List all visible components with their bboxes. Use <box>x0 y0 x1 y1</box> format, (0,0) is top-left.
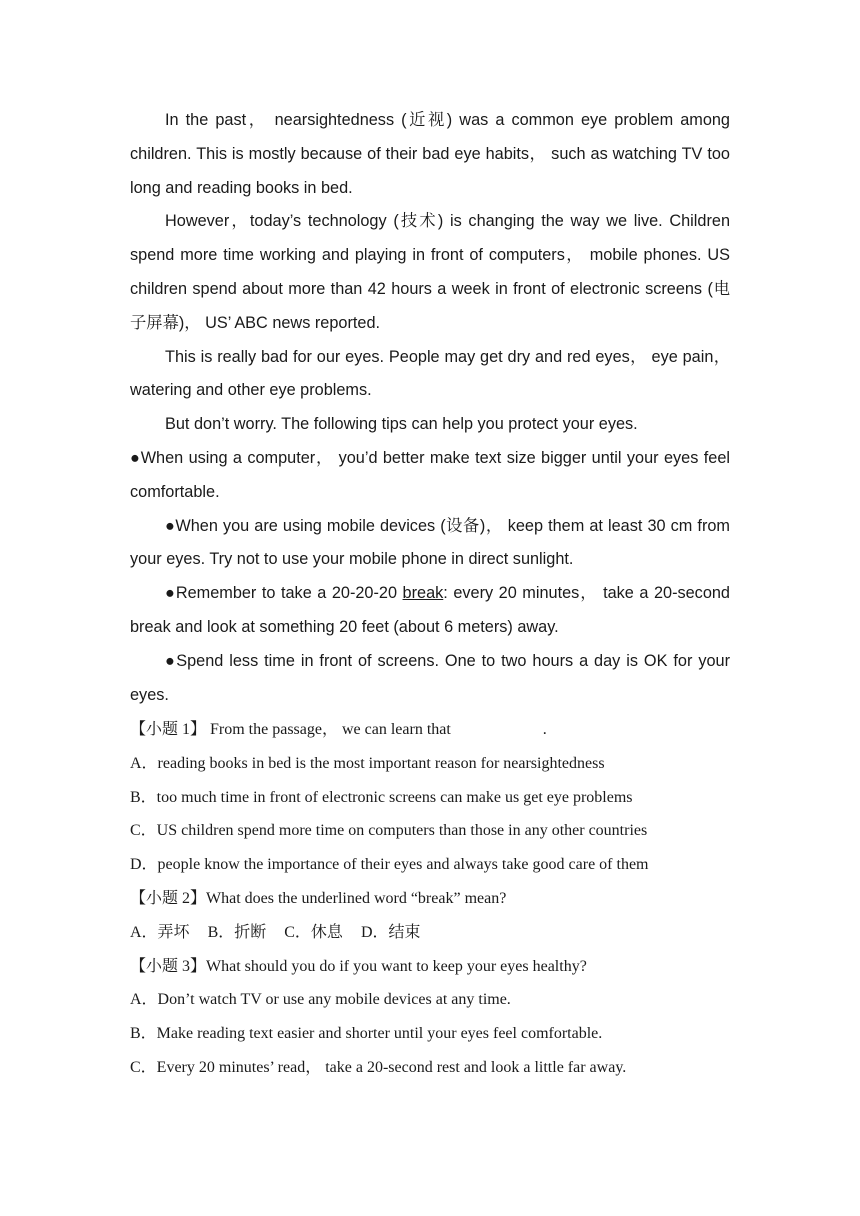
question-1-option-b: B．too much time in front of electronic screens can make us get eye problems <box>130 788 633 806</box>
question-1-stem: 【小题 1】 From the passage， we can learn that . <box>130 721 547 738</box>
questions-section <box>130 713 730 1085</box>
paragraph-3: This is really bad for our eyes. People may get dry and red eyes， eye pain， watering and other eye problems. <box>130 347 730 400</box>
paragraph-2: However，today’s technology (技术) is changing the way we live. Children spend more time working and playing in front of computers， mobile phones. US children spend about more than 42 hours a week in front of electronic screens (电子屏幕)， US’ ABC news reported. <box>130 212 730 332</box>
question-1-option-a: A．reading books in bed is the most important reason for nearsightedness <box>130 754 605 772</box>
question-2-options <box>130 916 730 950</box>
question-3-stem: 【小题 3】What should you do if you want to keep your eyes healthy? <box>130 957 587 975</box>
question-3-option-a: A．Don’t watch TV or use any mobile devices at any time. <box>130 991 511 1009</box>
question-1-option-c: C．US children spend more time on computers than those in any other countries <box>130 822 648 840</box>
question-2-option-d: D．结束 <box>360 923 421 941</box>
tip-4: ●Spend less time in front of screens. One to two hours a day is OK for your eyes. <box>130 651 730 704</box>
reading-passage <box>130 104 730 712</box>
question-2-option-b: B．折断 <box>207 923 267 941</box>
tip-3 <box>130 577 730 645</box>
question-3-option-b: B．Make reading text easier and shorter until your eyes feel comfortable. <box>130 1025 603 1043</box>
question-2-stem: 【小题 2】What does the underlined word “break” mean? <box>130 889 507 907</box>
underlined-word-break: break <box>402 584 444 603</box>
paragraph-1: In the past， nearsightedness (近视) was a common eye problem among children. This is mostly because of their bad eye habits， such as watching TV too long and reading books in bed. <box>130 111 730 197</box>
question-2-option-c: C．休息 <box>284 923 343 941</box>
question-2-option-a: A．弄坏 <box>130 923 190 941</box>
tip-2: ●When you are using mobile devices (设备)， keep them at least 30 cm from your eyes. Try not to use your mobile phone in direct sunlight. <box>130 516 730 569</box>
question-1-option-d: D．people know the importance of their eyes and always take good care of them <box>130 856 649 874</box>
tip-1: ●When using a computer， you’d better make text size bigger until your eyes feel comfortable. <box>130 448 730 501</box>
paragraph-4: But don’t worry. The following tips can help you protect your eyes. <box>165 415 638 434</box>
question-3-option-c: C．Every 20 minutes’ read， take a 20-second rest and look a little far away. <box>130 1058 627 1076</box>
tip-3-text-start: ●Remember to take a 20-20-20 <box>165 584 403 603</box>
tip-3-text-end: : every 20 minutes， take a 20-second break and look at something 20 feet (about 6 meters) away. <box>130 584 730 636</box>
